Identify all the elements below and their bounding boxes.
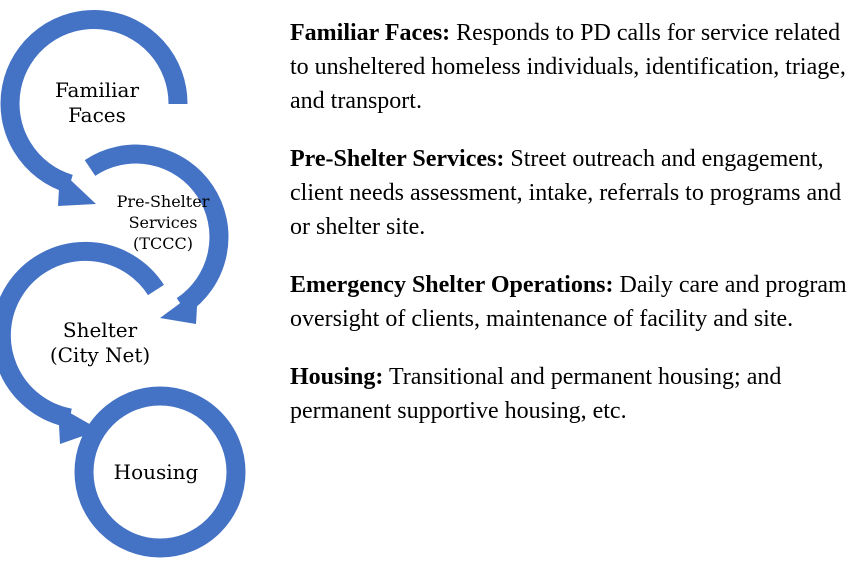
- description-housing: [290, 360, 855, 428]
- description-pre-shelter: [290, 142, 855, 244]
- step-label-line: Familiar: [54, 78, 140, 102]
- step-label-line: (TCCC): [133, 233, 193, 253]
- description-body: Daily care and program oversight of clients, maintenance of facility and site.: [290, 272, 847, 332]
- description-list: [290, 16, 855, 452]
- step-label-familiar-faces: [32, 78, 162, 128]
- description-body: Responds to PD calls for service related to unsheltered homeless individuals, identification, triage, and transport.: [290, 20, 846, 114]
- step-label-pre-shelter: [98, 192, 228, 254]
- step-label-line: Housing: [113, 460, 199, 484]
- description-body: Transitional and permanent housing; and permanent supportive housing, etc.: [290, 364, 782, 424]
- description-heading: Familiar Faces:: [290, 20, 451, 46]
- step-label-shelter: [30, 318, 170, 368]
- description-heading: Emergency Shelter Operations:: [290, 272, 614, 298]
- step-label-line: Faces: [68, 103, 126, 127]
- step-label-line: Pre-Shelter: [116, 192, 210, 211]
- description-body: Street outreach and engagement, client needs assessment, intake, referrals to programs and or shelter site.: [290, 146, 842, 240]
- step-label-line: (City Net): [49, 343, 151, 367]
- process-diagram: [0, 0, 260, 571]
- step-label-line: Shelter: [62, 318, 138, 342]
- description-familiar-faces: [290, 16, 855, 118]
- step-label-housing: [86, 460, 226, 485]
- description-emergency-shelter: [290, 268, 855, 336]
- step-label-line: Services: [128, 212, 198, 232]
- description-heading: Housing:: [290, 364, 384, 390]
- description-heading: Pre-Shelter Services:: [290, 146, 505, 172]
